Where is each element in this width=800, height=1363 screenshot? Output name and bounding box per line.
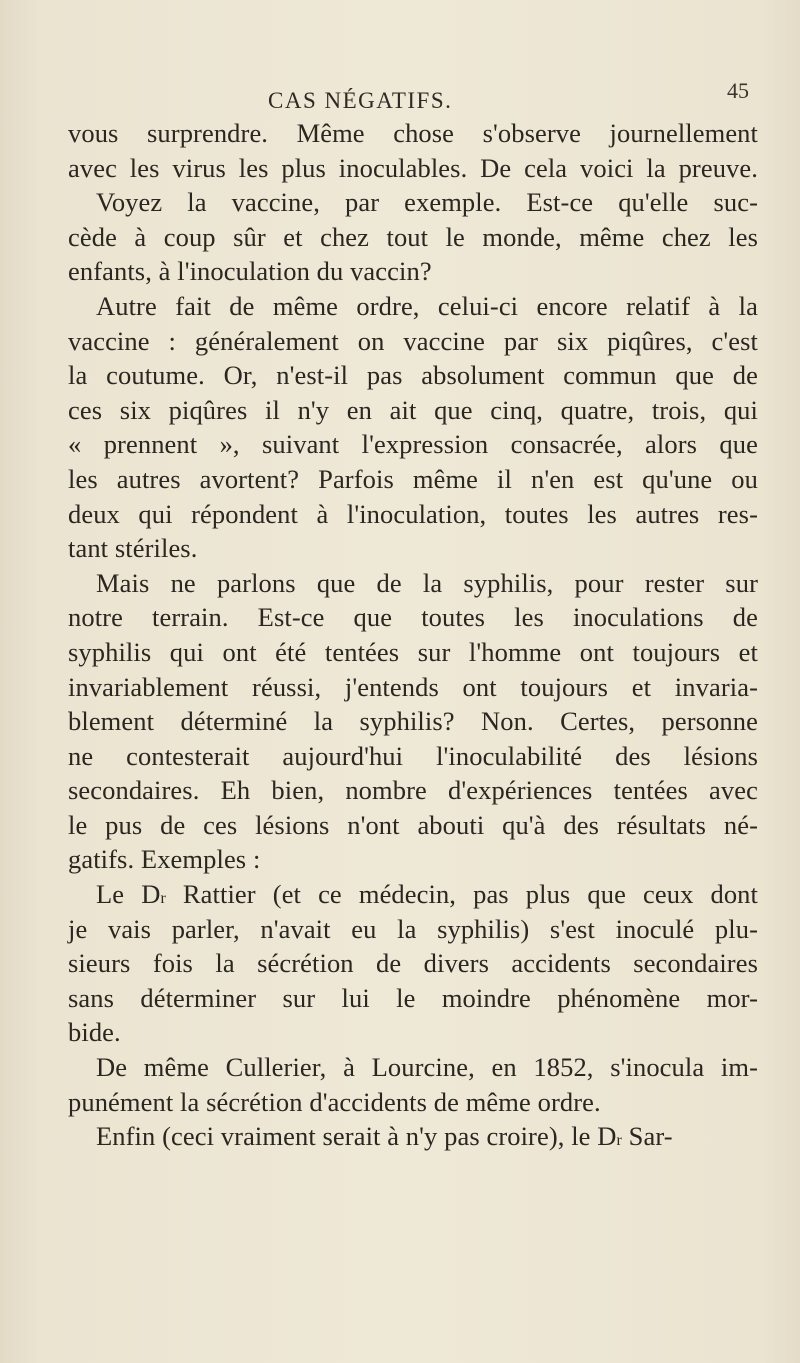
text-segment: Enfin (ceci vraiment serait à n'y pas croire), le D <box>96 1121 617 1152</box>
page-number: 45 <box>727 78 749 103</box>
text-line: punément la sécrétion d'accidents de même ordre. <box>68 1086 601 1117</box>
text-line: vaccine : généralement on vaccine par six piqûres, c'est <box>68 325 758 356</box>
text-line <box>68 1119 758 1154</box>
text-line: secondaires. Eh bien, nombre d'expériences tentées avec <box>68 775 758 806</box>
superscript: r <box>160 890 166 908</box>
text-line: De même Cullerier, à Lourcine, en 1852, s'inocula im- <box>96 1052 758 1083</box>
text-line: je vais parler, n'avait eu la syphilis) s'est inoculé plu- <box>68 913 758 944</box>
text-line: gatifs. Exemples : <box>68 844 261 875</box>
text-line: tant stériles. <box>68 533 198 564</box>
text-line: invariablement réussi, j'entends ont toujours et invaria- <box>68 671 758 702</box>
page-header <box>0 78 800 118</box>
text-line: deux qui répondent à l'inoculation, toutes les autres res- <box>68 498 758 529</box>
text-line: cède à coup sûr et chez tout le monde, même chez les <box>68 221 758 252</box>
text-line: notre terrain. Est-ce que toutes les inoculations de <box>68 602 758 633</box>
text-line: vous surprendre. Même chose s'observe journellement <box>68 118 758 148</box>
text-line: sans déterminer sur lui le moindre phénomène mor- <box>68 982 758 1013</box>
text-line: ne contesterait aujourd'hui l'inoculabilité des lésions <box>68 740 758 771</box>
text-segment: Le D <box>96 879 161 910</box>
text-line: « prennent », suivant l'expression consacrée, alors que <box>68 429 758 460</box>
text-line: les autres avortent? Parfois même il n'en est qu'une ou <box>68 463 758 494</box>
text-line <box>68 877 758 912</box>
text-line: syphilis qui ont été tentées sur l'homme ont toujours et <box>68 636 758 667</box>
text-line: Mais ne parlons que de la syphilis, pour rester sur <box>96 567 758 598</box>
text-line: bide. <box>68 1017 121 1048</box>
superscript: r <box>616 1132 622 1150</box>
text-line: le pus de ces lésions n'ont abouti qu'à des résultats né- <box>68 809 758 840</box>
text-line: enfants, à l'inoculation du vaccin? <box>68 256 432 287</box>
text-segment: Sar- <box>621 1121 673 1152</box>
text-line: Autre fait de même ordre, celui-ci encore relatif à la <box>96 290 758 321</box>
body-text <box>68 116 758 1154</box>
text-line: sieurs fois la sécrétion de divers accidents secondaires <box>68 948 758 979</box>
text-line: ces six piqûres il n'y en ait que cinq, quatre, trois, qui <box>68 394 758 425</box>
text-line: Voyez la vaccine, par exemple. Est-ce qu'elle suc- <box>96 187 758 218</box>
text-line: la coutume. Or, n'est-il pas absolument commun que de <box>68 360 758 391</box>
text-segment: Rattier (et ce médecin, pas plus que ceux dont <box>165 879 758 910</box>
running-head: CAS NÉGATIFS. <box>268 88 453 113</box>
text-line: blement déterminé la syphilis? Non. Certes, personne <box>68 706 758 737</box>
text-line: avec les virus les plus inoculables. De cela voici la preuve. <box>68 152 758 183</box>
